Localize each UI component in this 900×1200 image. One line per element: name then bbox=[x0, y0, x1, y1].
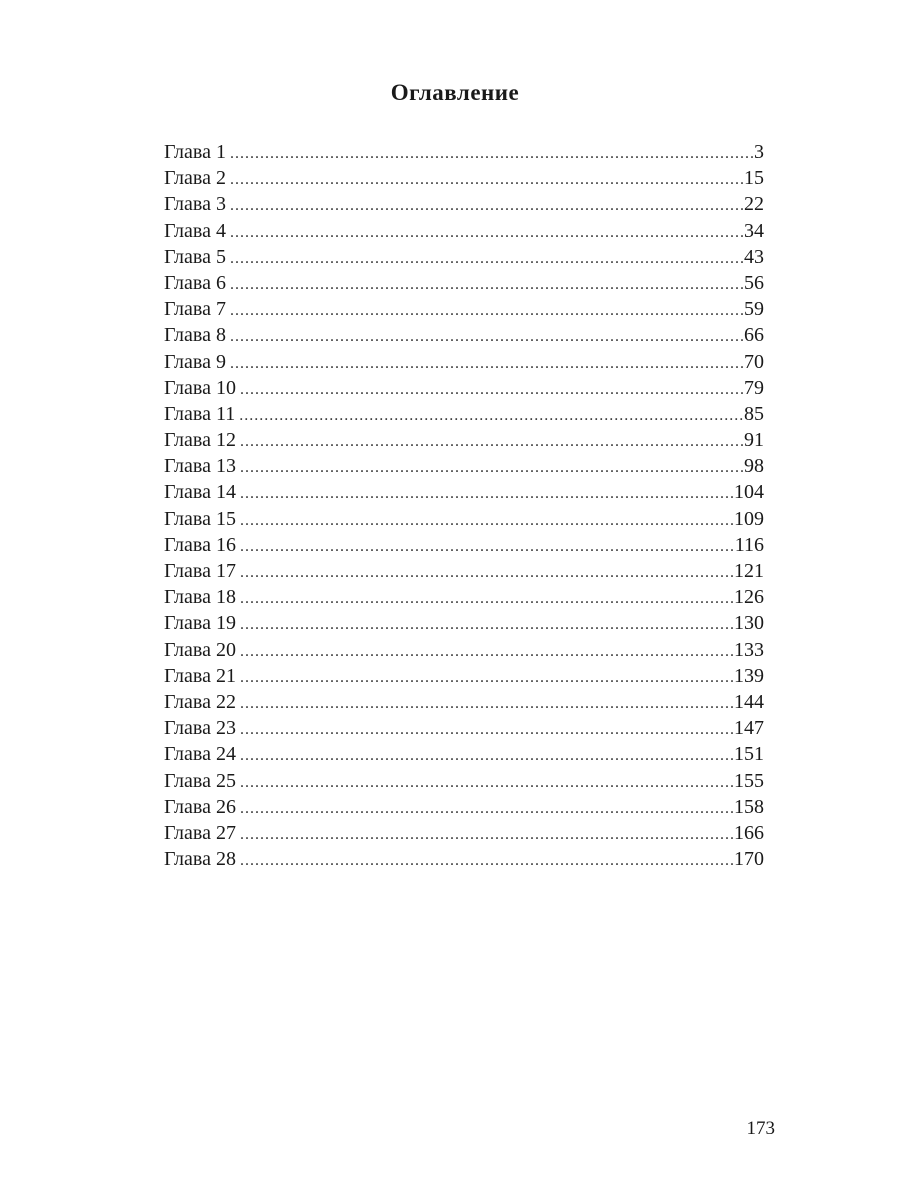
dot-leader bbox=[240, 743, 733, 767]
toc-entry-label: Глава 5 bbox=[164, 245, 226, 268]
toc-entry-page: 34 bbox=[744, 219, 764, 242]
toc-entry-page: 155 bbox=[734, 769, 764, 792]
dot-leader bbox=[230, 167, 743, 191]
toc-entry-label: Глава 16 bbox=[164, 533, 236, 556]
toc-entry-page: 91 bbox=[744, 429, 764, 452]
toc-entry-page: 59 bbox=[744, 298, 764, 321]
toc-entry-label: Глава 26 bbox=[164, 795, 236, 818]
toc-entry[interactable] bbox=[164, 453, 764, 479]
toc-entry-label: Глава 3 bbox=[164, 193, 226, 216]
toc-entry[interactable] bbox=[164, 375, 764, 401]
toc-entry[interactable] bbox=[164, 244, 764, 270]
toc-entry-page: 166 bbox=[734, 821, 764, 844]
toc-entry[interactable] bbox=[164, 663, 764, 689]
toc-entry-page: 151 bbox=[734, 743, 764, 766]
toc-entry-page: 79 bbox=[744, 376, 764, 399]
dot-leader bbox=[230, 324, 743, 348]
toc-entry-label: Глава 28 bbox=[164, 848, 236, 871]
toc-entry-label: Глава 27 bbox=[164, 821, 236, 844]
toc-entry-label: Глава 2 bbox=[164, 167, 226, 190]
toc-entry-label: Глава 23 bbox=[164, 717, 236, 740]
toc-entry[interactable] bbox=[164, 296, 764, 322]
toc-entry[interactable] bbox=[164, 637, 764, 663]
toc-entry-label: Глава 13 bbox=[164, 455, 236, 478]
toc-entry-page: 130 bbox=[734, 612, 764, 635]
toc-entry-label: Глава 10 bbox=[164, 376, 236, 399]
dot-leader bbox=[230, 272, 743, 296]
dot-leader bbox=[240, 796, 733, 820]
toc-entry-label: Глава 18 bbox=[164, 586, 236, 609]
toc-entry-page: 3 bbox=[754, 141, 764, 163]
toc-entry[interactable] bbox=[164, 401, 764, 427]
toc-entry-page: 170 bbox=[734, 848, 764, 871]
toc-entry-page: 133 bbox=[734, 638, 764, 661]
toc-entry[interactable] bbox=[164, 139, 764, 165]
dot-leader bbox=[230, 298, 743, 322]
toc-entry-label: Глава 11 bbox=[164, 402, 236, 425]
toc-entry-page: 144 bbox=[734, 690, 764, 713]
toc-entry[interactable] bbox=[164, 768, 764, 794]
toc-entry[interactable] bbox=[164, 820, 764, 846]
toc-entry-page: 147 bbox=[734, 717, 764, 740]
dot-leader bbox=[240, 560, 733, 584]
dot-leader bbox=[230, 351, 743, 375]
dot-leader bbox=[240, 455, 743, 479]
toc-entry-page: 139 bbox=[734, 664, 764, 687]
toc-entry[interactable] bbox=[164, 427, 764, 453]
toc-entry[interactable] bbox=[164, 846, 764, 872]
toc-entry[interactable] bbox=[164, 610, 764, 636]
dot-leader bbox=[230, 246, 743, 270]
toc-entry-label: Глава 12 bbox=[164, 429, 236, 452]
toc-entry-label: Глава 25 bbox=[164, 769, 236, 792]
dot-leader bbox=[240, 639, 733, 663]
toc-entry-label: Глава 22 bbox=[164, 690, 236, 713]
toc-entry-page: 126 bbox=[734, 586, 764, 609]
dot-leader bbox=[230, 141, 753, 165]
table-of-contents bbox=[164, 139, 764, 872]
toc-entry[interactable] bbox=[164, 689, 764, 715]
toc-entry[interactable] bbox=[164, 270, 764, 296]
toc-entry-label: Глава 17 bbox=[164, 560, 236, 582]
dot-leader bbox=[230, 220, 743, 244]
dot-leader bbox=[240, 691, 733, 715]
dot-leader bbox=[240, 508, 733, 532]
toc-entry[interactable] bbox=[164, 349, 764, 375]
toc-entry-label: Глава 19 bbox=[164, 612, 236, 635]
toc-entry-label: Глава 21 bbox=[164, 664, 236, 687]
toc-entry-label: Глава 20 bbox=[164, 638, 236, 661]
toc-entry[interactable] bbox=[164, 532, 764, 558]
toc-entry-label: Глава 15 bbox=[164, 507, 236, 530]
toc-entry[interactable] bbox=[164, 322, 764, 348]
toc-entry-page: 98 bbox=[744, 455, 764, 478]
dot-leader bbox=[240, 429, 743, 453]
toc-entry-page: 109 bbox=[734, 507, 764, 530]
toc-entry[interactable] bbox=[164, 506, 764, 532]
toc-entry-label: Глава 7 bbox=[164, 298, 226, 321]
page-title: Оглавление bbox=[390, 80, 520, 105]
toc-entry-label: Глава 6 bbox=[164, 271, 226, 294]
dot-leader bbox=[240, 717, 733, 741]
page-number: 173 bbox=[746, 1118, 775, 1139]
toc-entry-label: Глава 4 bbox=[164, 219, 226, 242]
toc-entry-label: Глава 8 bbox=[164, 324, 226, 347]
toc-entry[interactable] bbox=[164, 218, 764, 244]
toc-entry-label: Глава 1 bbox=[164, 141, 226, 163]
dot-leader bbox=[240, 534, 734, 558]
dot-leader bbox=[240, 822, 733, 846]
dot-leader bbox=[240, 848, 733, 872]
toc-entry-page: 121 bbox=[734, 560, 764, 582]
toc-entry[interactable] bbox=[164, 741, 764, 767]
toc-entry-label: Глава 9 bbox=[164, 350, 226, 373]
toc-entry-page: 116 bbox=[734, 533, 764, 556]
toc-entry[interactable] bbox=[164, 558, 764, 584]
toc-entry-page: 43 bbox=[744, 245, 764, 268]
toc-entry[interactable] bbox=[164, 191, 764, 217]
toc-entry[interactable] bbox=[164, 584, 764, 610]
toc-entry-page: 15 bbox=[744, 167, 764, 190]
toc-entry-label: Глава 24 bbox=[164, 743, 236, 766]
toc-entry-page: 70 bbox=[744, 350, 764, 373]
toc-entry[interactable] bbox=[164, 715, 764, 741]
dot-leader bbox=[240, 481, 733, 505]
toc-entry-page: 158 bbox=[734, 795, 764, 818]
toc-entry-label: Глава 14 bbox=[164, 481, 236, 504]
toc-entry-page: 66 bbox=[744, 324, 764, 347]
toc-entry[interactable] bbox=[164, 165, 764, 191]
dot-leader bbox=[239, 403, 743, 427]
toc-entry[interactable] bbox=[164, 794, 764, 820]
dot-leader bbox=[240, 770, 733, 794]
dot-leader bbox=[230, 193, 743, 217]
toc-entry-page: 85 bbox=[744, 402, 764, 425]
toc-entry-page: 22 bbox=[744, 193, 764, 216]
dot-leader bbox=[240, 377, 743, 401]
toc-entry-page: 104 bbox=[734, 481, 764, 504]
toc-entry[interactable] bbox=[164, 479, 764, 505]
dot-leader bbox=[240, 586, 733, 610]
dot-leader bbox=[240, 612, 733, 636]
toc-entry-page: 56 bbox=[744, 271, 764, 294]
dot-leader bbox=[240, 665, 733, 689]
